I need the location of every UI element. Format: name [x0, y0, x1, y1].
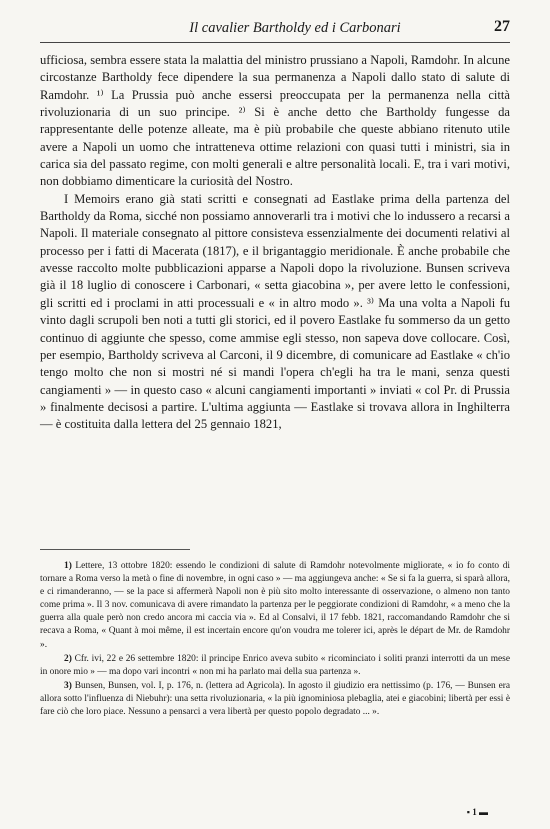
body-text	[40, 52, 510, 434]
paragraph: ufficiosa, sembra essere stata la malattia del ministro prussiano a Napoli, Ramdohr. In alcune circostanze Bartholdy fece dipendere la sua permanenza a Napoli dallo stato di salute di Ramdohr. ¹⁾ La Prussia può anche essersi preoccupata per la permanenza nella città rivoluzionaria di un suo principe. ²⁾ Si è anche detto che Bartholdy fungesse da rappresentante delle potenze alleate, ma è più probabile che queste abbiano ritenuto utile avere a Napoli un uomo che intratteneva ottime relazioni con quasi tutti i ministri, sia in carica sia del passato regime, con molti generali e altre personalità locali. E, tra i vari motivi, non dobbiamo dimenticare la curiosità del Nostro.	[40, 53, 510, 189]
footnote	[40, 653, 510, 679]
page-header	[40, 18, 510, 40]
footnote-number: 1)	[64, 561, 72, 571]
page-number: 27	[494, 18, 510, 35]
footnote-text: Cfr. ivi, 22 e 26 settembre 1820: il principe Enrico aveva subito « ricominciato i soliti pranzi interrotti da un mese in onore mio » — ma dopo vari incontri « non mi ha parlato mai della sua partenza ».	[40, 653, 510, 677]
footnotes	[40, 560, 510, 720]
printer-mark: ▪ 1 ▬	[466, 807, 488, 817]
footnote	[40, 560, 510, 652]
paragraph: I Memoirs erano già stati scritti e consegnati ad Eastlake prima della partenza del Bartholdy da Roma, sicché non possiamo annoverarli tra i motivi che lo indussero a recarsi a Napoli. Il materiale consegnato al pittore consisteva essenzialmente dei documenti relativi al processo per i fatti di Macerata (1817), e il brigantaggio meridionale. È anche probabile che avesse raccolto molte pubblicazioni apparse a Napoli dopo la rivoluzione. Bunsen scriveva già il 18 luglio di conoscere i Carbonari, « setta giacobina », per avere letto le confessioni, gli scritti ed i proclami in atti processuali e « in altro modo ». ³⁾ Ma una volta a Napoli fu vinto dagli scrupoli ben noti a tutti gli storici, ed il povero Eastlake fu sommerso da un getto continuo di aggiunte che spesso, come ammise egli stesso, non sapeva dove collocare. Così, per esempio, Bartholdy scriveva al Carconi, il 9 dicembre, di comunicare ad Eastlake « ch'io tengo molto che non si mostri né si mandi l'opera ch'egli ha tra le mani, senza questi cangiamenti » — in questo caso « alcuni cangiamenti importanti » inviati « col Pr. di Prussia » finalmente decisosi a partire. L'ultima aggiunta — Eastlake si trovava allora in Inghilterra — è costituita dalla lettera del 25 gennaio 1821,	[40, 191, 510, 432]
footnote-text: Lettere, 13 ottobre 1820: essendo le condizioni di salute di Ramdohr notevolmente migliorate, « io fo conto di tornare a Roma verso la metà o fine di novembre, in ogni caso » — ma aggiungeva anche: « Se si fa la guerra, si sparà allora, e ci rimanderanno, — se la pace si affermerà Napoli non è più sito molto interessante di osservazione, o almeno non tanto come prima ». Il 3 nov. comunicava di avere rimandato la partenza per le peggiorate condizioni di Ramdohr, « a meno che la guerra alla quale però non credo ancora mi caccia via ». Ed al Consalvi, il 17 febb. 1821, raccomandando Ramdohr che si recava a Roma, « Quant à moi même, il est incertain encore qu'on voudra me tolerer ici, après le départ de Mr. de Ramdohr ».	[40, 561, 511, 650]
running-title: Il cavalier Bartholdy ed i Carbonari	[189, 20, 401, 36]
header-rule	[40, 42, 510, 43]
footnote-number: 2)	[64, 653, 72, 664]
footnote-text: Bunsen, Bunsen, vol. I, p. 176, n. (lettera ad Agricola). In agosto il giudizio era nettissimo (p. 176, — Bunsen era allora sotto l'influenza di Niebuhr): una setta rivoluzionaria, « la più ignominiosa plebaglia, atei e giacobini; libertà per essi è fare ciò che loro piace. Nessuno a pensarci a vera libertà per questo popolo degradato ... ».	[40, 680, 511, 718]
footnote-number: 3)	[64, 680, 72, 691]
footnote	[40, 680, 510, 719]
footnote-rule	[40, 549, 190, 550]
